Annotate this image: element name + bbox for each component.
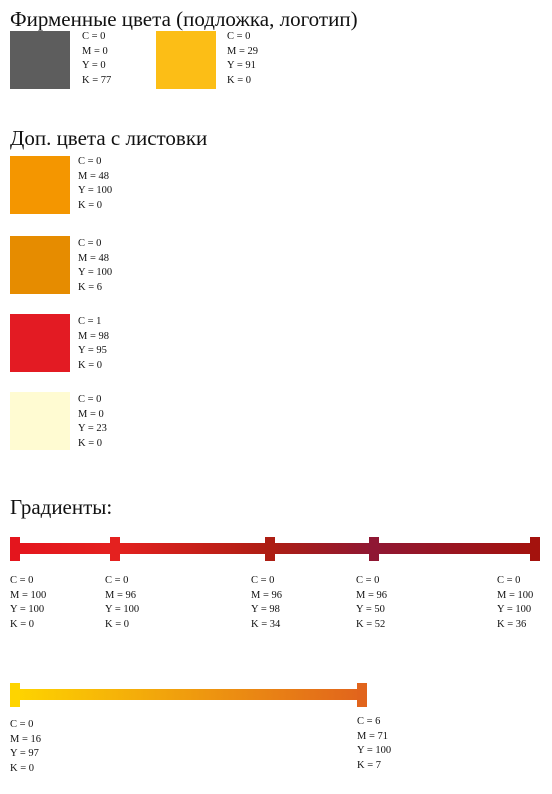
cmyk-m: M = 100	[497, 589, 534, 601]
cmyk-y: Y = 97	[10, 748, 39, 759]
cmyk-k: K = 36	[497, 618, 527, 630]
yellow-gradient-stop-1	[10, 683, 20, 707]
cmyk-c: C = 0	[251, 575, 275, 586]
cmyk-k: K = 0	[105, 618, 130, 630]
extra-swatch-cream	[10, 392, 70, 450]
extra-swatch-dark-orange	[10, 236, 70, 294]
brand-gray-cmyk	[82, 30, 111, 88]
extra-orange-cmyk	[78, 155, 112, 213]
cmyk-k: K = 0	[227, 74, 252, 86]
cmyk-y: Y = 95	[78, 345, 107, 356]
red-gradient-stop-3	[265, 537, 275, 561]
cmyk-m: M = 96	[356, 589, 388, 601]
red-gradient-stop-4	[369, 537, 379, 561]
cmyk-y: Y = 100	[78, 185, 113, 196]
cmyk-k: K = 0	[10, 618, 35, 630]
red-gradient-stop-5	[530, 537, 540, 561]
cmyk-m: M = 71	[357, 730, 389, 742]
cmyk-c: C = 0	[356, 575, 380, 586]
cmyk-y: Y = 50	[356, 604, 385, 615]
red-stop-4-cmyk	[356, 574, 387, 632]
cmyk-m: M = 100	[10, 589, 47, 601]
red-stop-2-cmyk	[105, 574, 139, 632]
cmyk-y: Y = 91	[227, 60, 256, 71]
extra-swatch-orange	[10, 156, 70, 214]
yellow-gradient-bar	[10, 689, 367, 700]
yellow-stop-1-cmyk	[10, 718, 41, 776]
cmyk-c: C = 6	[357, 716, 381, 727]
brand-swatch-gray	[10, 31, 70, 89]
cmyk-c: C = 0	[78, 394, 102, 405]
cmyk-k: K = 0	[78, 359, 103, 371]
gradients-title: Градиенты:	[10, 495, 113, 519]
cmyk-y: Y = 100	[497, 604, 532, 615]
cmyk-c: C = 0	[82, 31, 106, 42]
extra-red-cmyk	[78, 315, 109, 373]
cmyk-k: K = 7	[357, 759, 382, 771]
cmyk-m: M = 98	[78, 330, 110, 342]
extra-swatch-red	[10, 314, 70, 372]
cmyk-k: K = 52	[356, 618, 386, 630]
cmyk-y: Y = 23	[78, 423, 107, 434]
cmyk-y: Y = 100	[10, 604, 45, 615]
cmyk-m: M = 16	[10, 733, 42, 745]
cmyk-c: C = 0	[497, 575, 521, 586]
cmyk-k: K = 34	[251, 618, 281, 630]
cmyk-m: M = 29	[227, 45, 259, 57]
cmyk-y: Y = 0	[82, 60, 106, 71]
cmyk-c: C = 1	[78, 316, 102, 327]
red-gradient-stop-2	[110, 537, 120, 561]
cmyk-c: C = 0	[78, 238, 102, 249]
cmyk-c: C = 0	[10, 719, 34, 730]
cmyk-m: M = 96	[105, 589, 137, 601]
red-gradient-bar	[10, 543, 540, 554]
cmyk-k: K = 0	[10, 762, 35, 774]
red-gradient-stop-1	[10, 537, 20, 561]
extra-dark-orange-cmyk	[78, 237, 112, 295]
cmyk-y: Y = 100	[357, 745, 392, 756]
extra-colors-title: Доп. цвета с листовки	[10, 126, 208, 150]
extra-cream-cmyk	[78, 393, 107, 451]
cmyk-k: K = 77	[82, 74, 112, 86]
cmyk-m: M = 0	[82, 45, 108, 57]
cmyk-c: C = 0	[105, 575, 129, 586]
cmyk-k: K = 0	[78, 199, 103, 211]
cmyk-k: K = 6	[78, 281, 103, 293]
red-stop-1-cmyk	[10, 574, 46, 632]
cmyk-c: C = 0	[10, 575, 34, 586]
cmyk-m: M = 48	[78, 252, 110, 264]
yellow-stop-2-cmyk	[357, 715, 391, 773]
cmyk-k: K = 0	[78, 437, 103, 449]
red-stop-3-cmyk	[251, 574, 282, 632]
brand-colors-title: Фирменные цвета (подложка, логотип)	[10, 7, 358, 31]
cmyk-c: C = 0	[78, 156, 102, 167]
cmyk-y: Y = 100	[105, 604, 140, 615]
yellow-gradient-stop-2	[357, 683, 367, 707]
brand-yellow-cmyk	[227, 30, 258, 88]
cmyk-m: M = 48	[78, 170, 110, 182]
cmyk-y: Y = 100	[78, 267, 113, 278]
red-stop-5-cmyk	[497, 574, 533, 632]
brand-swatch-yellow	[156, 31, 216, 89]
cmyk-m: M = 0	[78, 408, 104, 420]
cmyk-y: Y = 98	[251, 604, 280, 615]
cmyk-m: M = 96	[251, 589, 283, 601]
cmyk-c: C = 0	[227, 31, 251, 42]
